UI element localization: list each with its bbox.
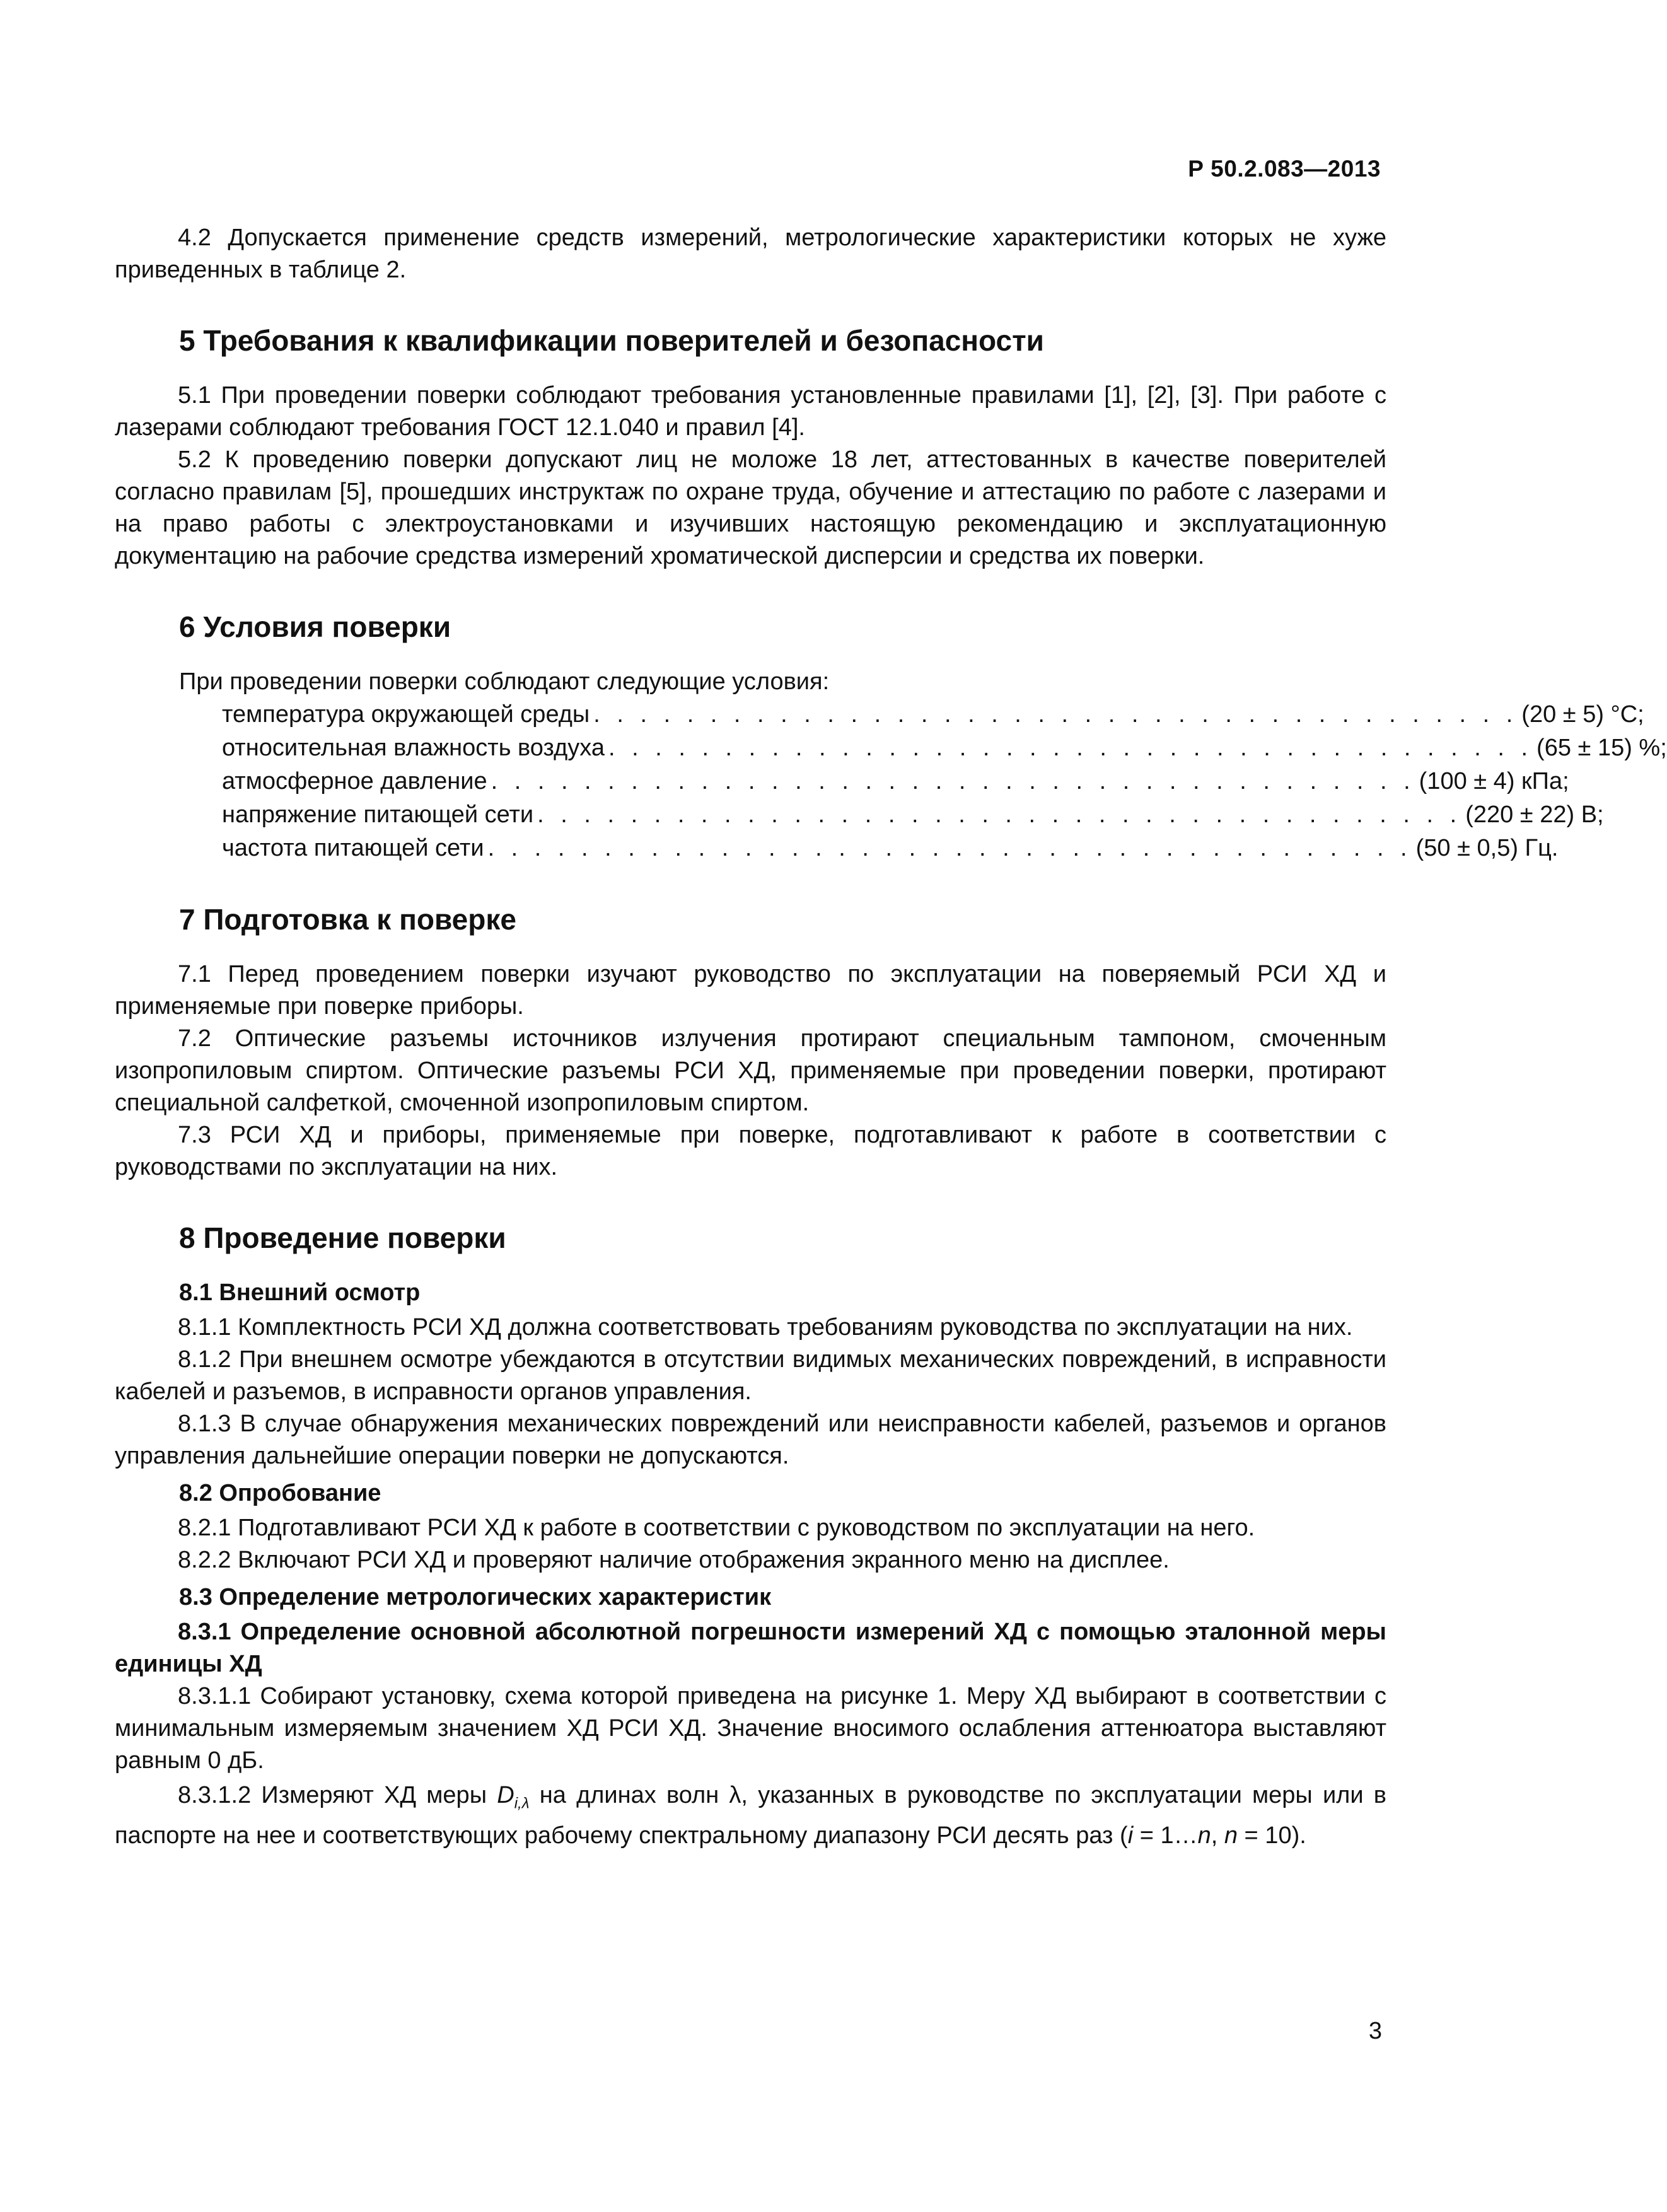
section-7-title: 7 Подготовка к поверке: [179, 903, 516, 936]
condition-value: (50 ± 0,5) Гц.: [1415, 835, 1559, 861]
text-fragment: = 10).: [1238, 1822, 1306, 1849]
condition-value: (100 ± 4) кПа;: [1419, 768, 1569, 795]
paragraph-8-1-3: 8.1.3 В случае обнаружения механических повреждений или неисправности кабелей, разъемов и органов управления дальнейшие операции поверки не допускаются.: [115, 1411, 1386, 1469]
section-8-title: 8 Проведение поверки: [179, 1221, 506, 1254]
symbol-d: D: [497, 1782, 514, 1808]
paragraph-8-1-1: 8.1.1 Комплектность РСИ ХД должна соответствовать требованиям руководства по эксплуатации на них.: [178, 1314, 1353, 1341]
condition-value: (220 ± 22) В;: [1465, 801, 1604, 828]
text-fragment: = 1…: [1133, 1822, 1198, 1849]
condition-label: напряжение питающей сети: [222, 801, 534, 828]
page-number: 3: [1368, 2018, 1382, 2044]
text-fragment: ,: [1211, 1822, 1224, 1849]
paragraph-8-3-1-1: 8.3.1.1 Собирают установку, схема которой приведена на рисунке 1. Меру ХД выбирают в соответствии с минимальным измеряемым значением ХД РСИ ХД. Значение вносимого ослабления аттенюатора выставляют равным 0 дБ.: [115, 1683, 1386, 1774]
condition-frequency: [222, 832, 1559, 865]
condition-value: (20 ± 5) °С;: [1521, 701, 1644, 728]
symbol-i: i: [1127, 1822, 1134, 1849]
subsection-8-3-title: 8.3 Определение метрологических характеристик: [179, 1584, 772, 1610]
condition-label: температура окружающей среды: [222, 701, 590, 728]
text-fragment: на длинах волн λ, указанных в руководстве по эксплуатации меры или в паспорте на нее и соответствующих рабочему спектральному диапазону РСИ десять раз (: [115, 1782, 1386, 1849]
page-content: [115, 222, 1667, 1852]
section-6-title: 6 Условия поверки: [179, 610, 451, 643]
condition-label: частота питающей сети: [222, 835, 484, 861]
symbol-n: n: [1197, 1822, 1211, 1849]
condition-voltage: [222, 798, 1604, 832]
subsection-8-3-1-title: 8.3.1 Определение основной абсолютной погрешности измерений ХД с помощью эталонной меры единицы ХД: [115, 1619, 1386, 1677]
leader-dots: . . . . . . . . . . . . . . . . . . . . . . . . . . . . . . . . . . . . . . . .: [608, 735, 1533, 761]
paragraph-8-2-1: 8.2.1 Подготавливают РСИ ХД к работе в соответствии с руководством по эксплуатации на него.: [178, 1515, 1255, 1541]
paragraph-7-1: 7.1 Перед проведением поверки изучают руководство по эксплуатации на поверяемый РСИ ХД и применяемые при поверке приборы.: [115, 961, 1386, 1020]
paragraph-8-2-2: 8.2.2 Включают РСИ ХД и проверяют наличие отображения экранного меню на дисплее.: [178, 1547, 1170, 1573]
condition-label: атмосферное давление: [222, 768, 487, 795]
conditions-list: [115, 698, 1667, 865]
leader-dots: . . . . . . . . . . . . . . . . . . . . . . . . . . . . . . . . . . . . . . . .: [537, 801, 1462, 828]
condition-pressure: [222, 765, 1569, 798]
symbol-d-subscript: i,λ: [514, 1795, 530, 1812]
paragraph-4-2: 4.2 Допускается применение средств измерений, метрологические характеристики которых не хуже приведенных в таблице 2.: [115, 224, 1386, 283]
condition-humidity: [222, 731, 1667, 765]
paragraph-7-3: 7.3 РСИ ХД и приборы, применяемые при поверке, подготавливают к работе в соответствии с руководствами по эксплуатации на них.: [115, 1122, 1386, 1180]
document-code: Р 50.2.083—2013: [1188, 156, 1381, 182]
condition-value: (65 ± 15) %;: [1536, 735, 1667, 761]
leader-dots: . . . . . . . . . . . . . . . . . . . . . . . . . . . . . . . . . . . . . . . .: [491, 768, 1415, 795]
subsection-8-1-title: 8.1 Внешний осмотр: [179, 1279, 421, 1306]
condition-label: относительная влажность воздуха: [222, 735, 605, 761]
condition-temperature: [222, 698, 1644, 731]
text-fragment: 8.3.1.2 Измеряют ХД меры: [178, 1782, 497, 1808]
conditions-intro: При проведении поверки соблюдают следующие условия:: [179, 668, 830, 695]
paragraph-8-3-1-2: [115, 1779, 1386, 1852]
leader-dots: . . . . . . . . . . . . . . . . . . . . . . . . . . . . . . . . . . . . . . . .: [593, 701, 1518, 728]
paragraph-8-1-2: 8.1.2 При внешнем осмотре убеждаются в отсутствии видимых механических повреждений, в исправности кабелей и разъемов, в исправности органов управления.: [115, 1346, 1386, 1405]
subsection-8-2-title: 8.2 Опробование: [179, 1480, 381, 1506]
leader-dots: . . . . . . . . . . . . . . . . . . . . . . . . . . . . . . . . . . . . . . . .: [487, 835, 1412, 861]
paragraph-5-1: 5.1 При проведении поверки соблюдают требования установленные правилами [1], [2], [3]. При работе с лазерами соблюдают требования ГОСТ 12.1.040 и правил [4].: [115, 382, 1386, 441]
paragraph-5-2: 5.2 К проведению поверки допускают лиц не моложе 18 лет, аттестованных в качестве поверителей согласно правилам [5], прошедших инструктаж по охране труда, обучение и аттестацию по работе с лазерами и на право работы с электроустановками и изучивших настоящую рекомендацию и эксплуатационную документацию на рабочие средства измерений хроматической дисперсии и средства их поверки.: [115, 446, 1386, 569]
paragraph-7-2: 7.2 Оптические разъемы источников излучения протирают специальным тампоном, смоченным изопропиловым спиртом. Оптические разъемы РСИ ХД, применяемые при проведении поверки, протирают специальной салфеткой, смоченной изопропиловым спиртом.: [115, 1025, 1386, 1116]
section-5-title: 5 Требования к квалификации поверителей и безопасности: [179, 324, 1044, 357]
symbol-n: n: [1224, 1822, 1238, 1849]
